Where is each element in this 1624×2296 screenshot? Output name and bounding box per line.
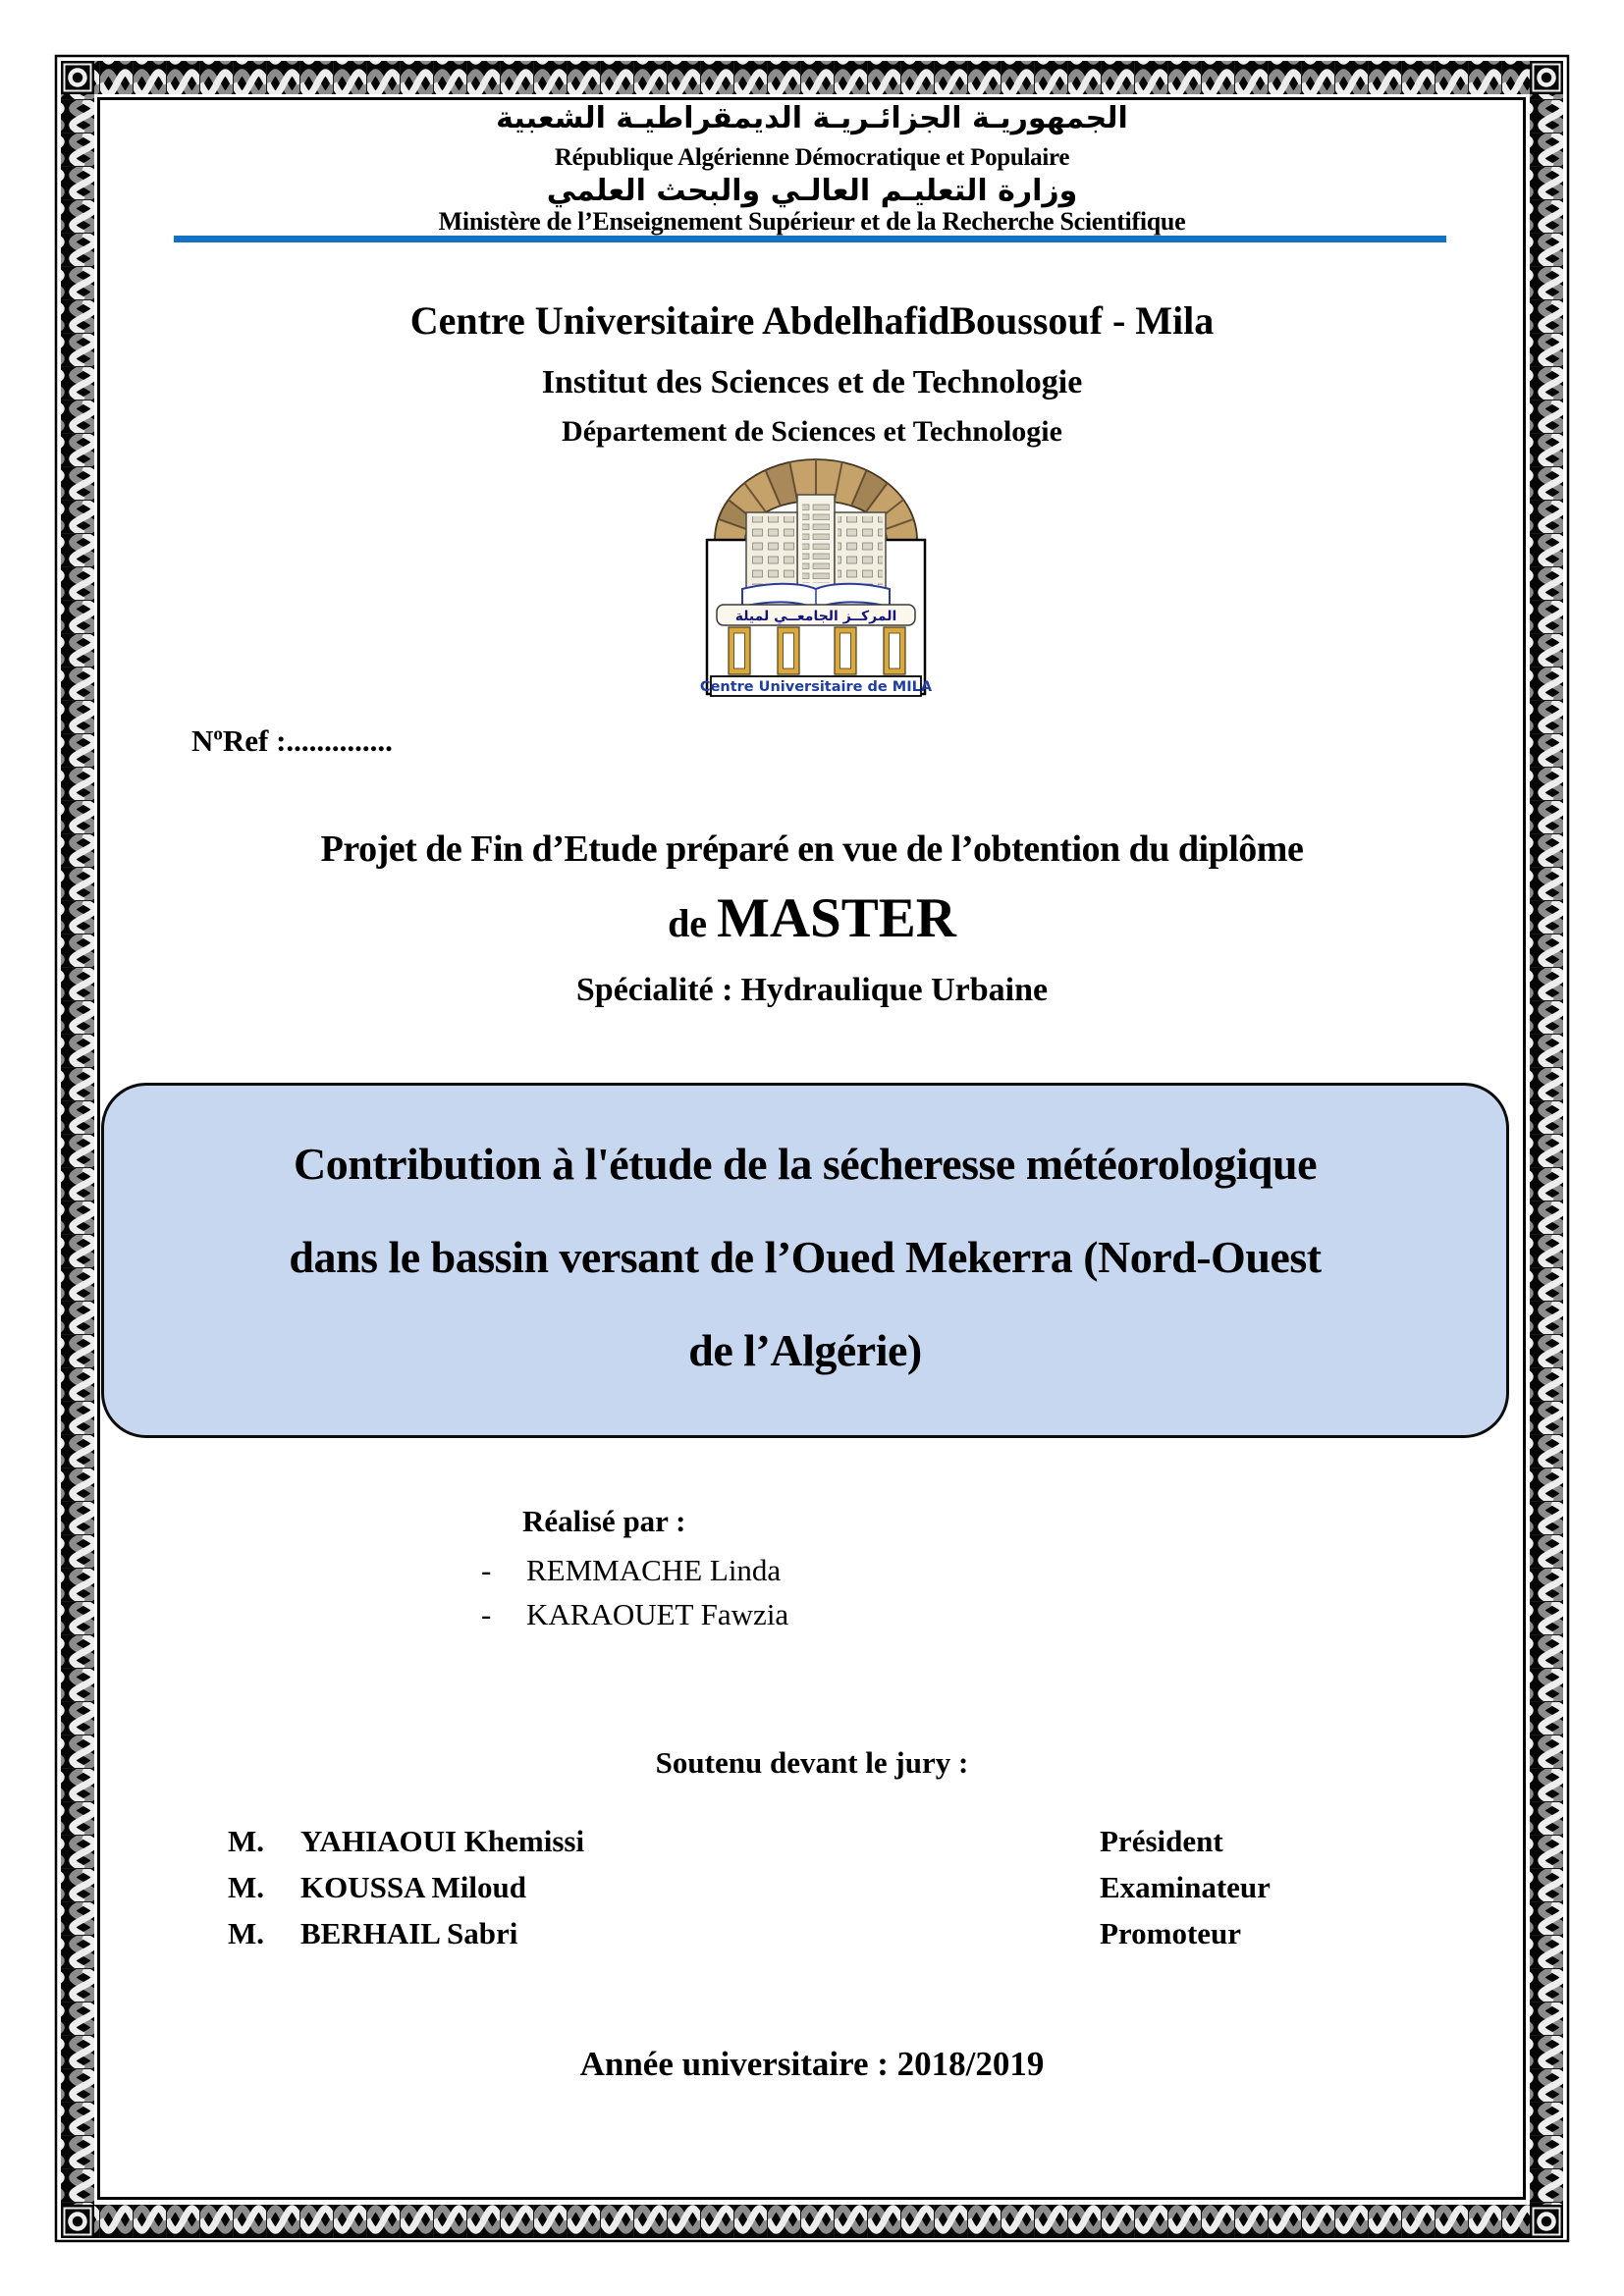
jury-member-title: M. [228,1870,265,1904]
jury-member-role: Examinateur [1100,1870,1271,1904]
specialty-line [103,972,1521,1009]
specialty-label: Spécialité : [575,972,733,1008]
author-name: REMMACHE Linda [526,1553,782,1587]
header-divider-rule [174,236,1446,242]
header-french-ministry: Ministère de l’Enseignement Supérieur et de la Recherche Scientifique [438,207,1186,236]
jury-row [228,1824,1485,1870]
jury-member-name: KOUSSA Miloud [300,1870,526,1904]
degree-master-line [103,886,1521,950]
reference-number [191,723,393,759]
ref-n: N [191,723,214,758]
jury-member-role: Promoteur [1100,1916,1242,1950]
jury-member-name: BERHAIL Sabri [300,1916,518,1950]
specialty-value: Hydraulique Urbaine [740,972,1049,1008]
logo-caption-text: Centre Universitaire de MILA [699,679,933,695]
degree-de-word: de [668,901,708,945]
jury-member-title: M. [228,1916,265,1950]
author-name: KARAOUET Fawzia [526,1597,789,1631]
author-item [479,1553,788,1588]
header-arabic-republic: الجمهوريـة الجزائـريـة الديمقراطيـة الشعبية [496,101,1128,135]
ref-sup-o: o [213,723,223,745]
academic-year-line: Année universitaire : 2018/2019 [579,2045,1045,2083]
institute-name: Institut des Sciences et de Technologie [541,364,1083,400]
jury-row [228,1916,1485,1962]
thesis-title-box [101,1083,1509,1438]
author-bullet: - [481,1553,492,1587]
author-item [479,1597,788,1632]
logo-banner-arabic-text: المركــز الجامعــي لميلة [734,609,897,624]
jury-row [228,1870,1485,1916]
header-arabic-ministry: وزارة التعليـم العالـي والبحث العلمي [546,174,1078,208]
degree-purpose-line: Projet de Fin d’Etude préparé en vue de l’obtention du diplôme [320,828,1304,870]
jury-member-title: M. [228,1824,265,1858]
jury-heading: Soutenu devant le jury : [655,1745,969,1780]
jury-table [228,1824,1485,1962]
department-name: Département de Sciences et Technologie [562,415,1062,448]
university-logo [687,444,935,711]
jury-member-role: Président [1100,1824,1223,1858]
header-french-republic: République Algérienne Démocratique et Populaire [554,144,1070,171]
ref-dots: Ref :.............. [222,723,393,758]
university-name: Centre Universitaire AbdelhafidBoussouf - Mila [409,298,1215,343]
degree-master-word: MASTER [717,887,956,949]
jury-member-name: YAHIAOUI Khemissi [300,1824,585,1858]
thesis-title-line1: Contribution à l'étude de la sécheresse météorologique [294,1139,1317,1189]
author-bullet: - [481,1597,492,1631]
thesis-title-line3: de l’Algérie) [688,1325,922,1375]
thesis-title-line2: dans le bassin versant de l’Oued Mekerra (Nord-Ouest [289,1232,1322,1282]
authors-heading: Réalisé par : [522,1504,686,1538]
authors-block [479,1504,788,1632]
